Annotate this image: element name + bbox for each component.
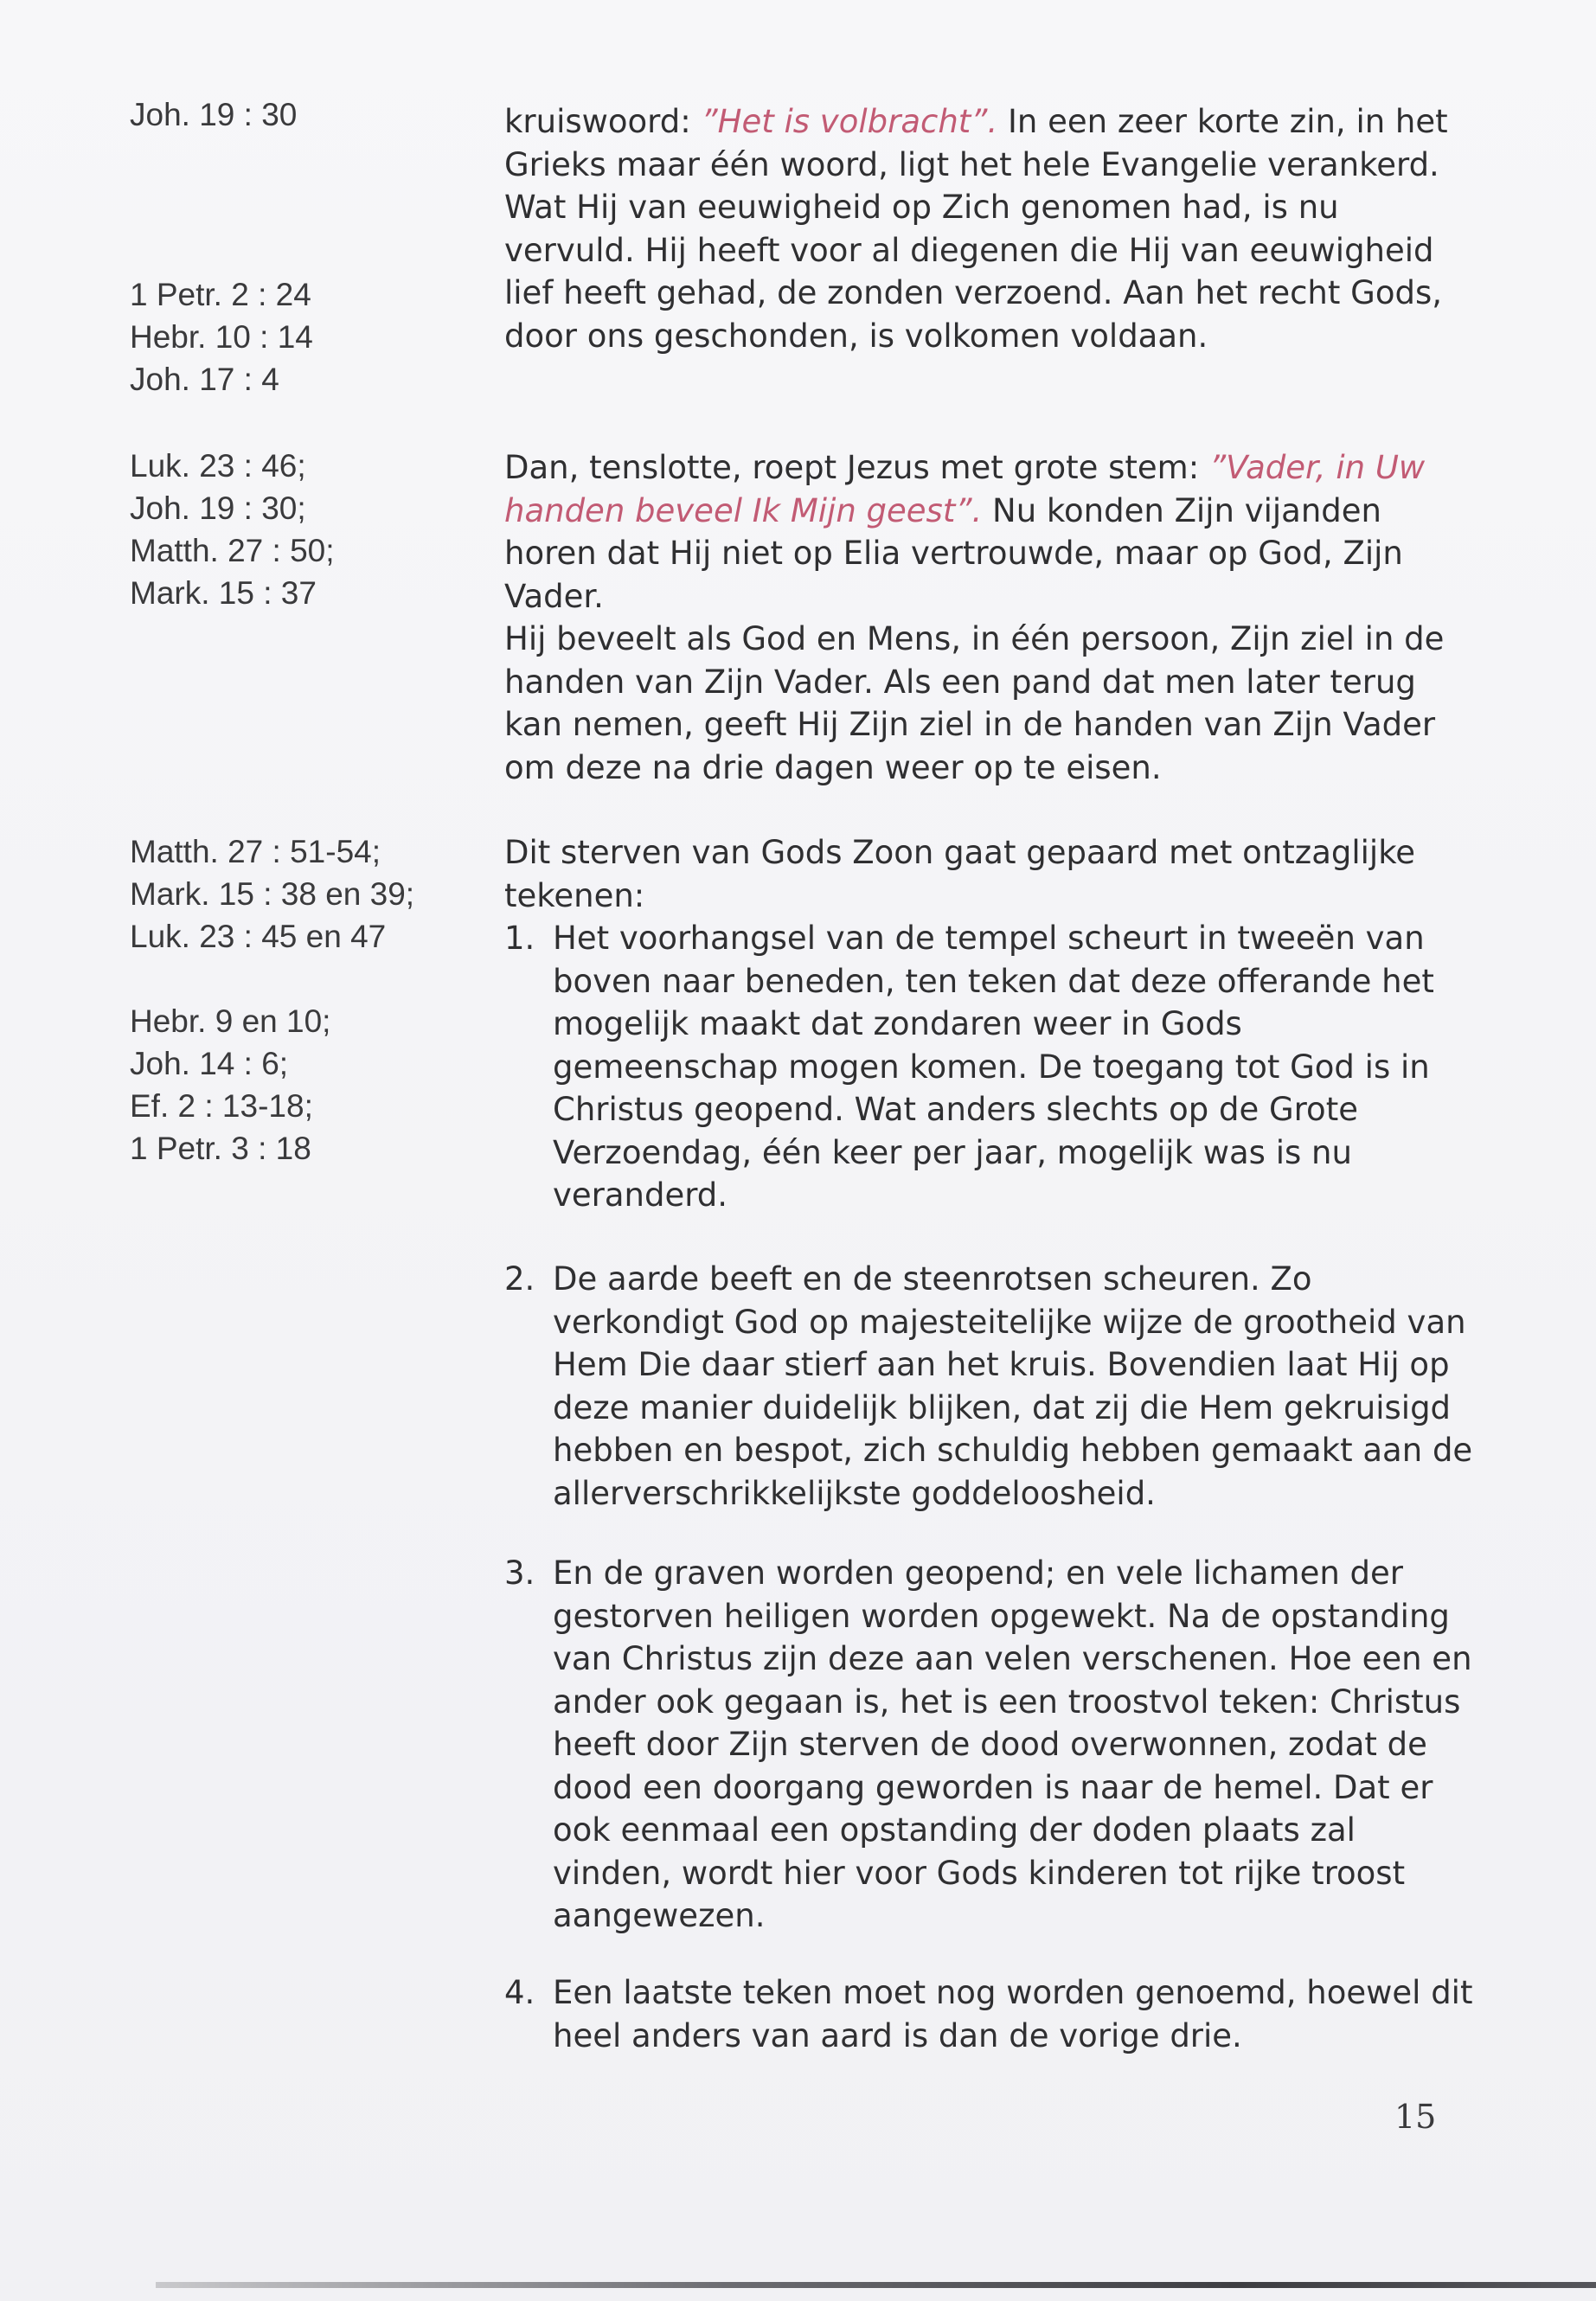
list-number: 4. xyxy=(504,1974,535,2011)
margin-references-1 xyxy=(130,93,476,136)
scripture-reference: 1 Petr. 2 : 24 xyxy=(130,277,311,312)
list-item-3 xyxy=(504,1552,1473,1938)
margin-references-4 xyxy=(130,830,476,958)
paragraph-body: In een zeer korte zin, in het Grieks maar één woord, ligt het hele Evangelie verankerd. Wat Hij van eeuwigheid op Zich genomen had, is nu vervuld. Hij heeft voor al diegenen die Hij van eeuwigheid lief heeft gehad, de zonden verzoend. Aan het recht Gods, door ons geschonden, is volkomen voldaan. xyxy=(504,103,1448,355)
quote-vader-in-uw-handen: ”Vader, in Uw handen beveel Ik Mijn geest”. xyxy=(504,449,1426,529)
scripture-reference: Joh. 14 : 6; xyxy=(130,1046,289,1081)
quote-het-is-volbracht: ”Het is volbracht”. xyxy=(701,103,998,140)
scripture-reference: Joh. 17 : 4 xyxy=(130,362,279,397)
paragraph-body: Nu konden Zijn vijanden horen dat Hij niet op Elia vertrouwde, maar op God, Zijn Vader. xyxy=(504,491,1403,615)
scripture-reference: Hebr. 10 : 14 xyxy=(130,319,313,355)
paragraph-het-is-volbracht xyxy=(504,100,1473,357)
margin-references-3 xyxy=(130,445,476,614)
list-number: 3. xyxy=(504,1554,535,1592)
scripture-reference: Luk. 23 : 45 en 47 xyxy=(130,919,387,954)
paragraph-intro: Dan, tenslotte, roept Jezus met grote stem: xyxy=(504,449,1209,486)
scripture-reference: Ef. 2 : 13-18; xyxy=(130,1088,313,1124)
scripture-reference: Luk. 23 : 46; xyxy=(130,448,306,484)
list-number: 2. xyxy=(504,1260,535,1298)
list-item-text: Een laatste teken moet nog worden genoemd, hoewel dit heel anders van aard is dan de vorige drie. xyxy=(553,1974,1473,2054)
list-item-text: Het voorhangsel van de tempel scheurt in tweeën van boven naar beneden, ten teken dat deze offerande het mogelijk maakt dat zondaren weer in Gods gemeenschap mogen komen. De toegang tot God is in Christus geopend. Wat anders slechts op de Grote Verzoendag, één keer per jaar, mogelijk was is nu veranderd. xyxy=(553,920,1434,1214)
scripture-reference: Mark. 15 : 37 xyxy=(130,575,317,611)
list-item-text: En de graven worden geopend; en vele lichamen der gestorven heiligen worden opgewekt. Na de opstanding van Christus zijn deze aan velen verschenen. Hoe een en ander ook gegaan is, het is een troostvol teken: Christus heeft door Zijn sterven de dood overwonnen, zodat de dood een doorgang geworden is naar de hemel. Dat er ook eenmaal een opstanding der doden plaats zal vinden, wordt hier voor Gods kinderen tot rijke troost aangewezen. xyxy=(553,1554,1472,1934)
paragraph-ontzaglijke-tekenen xyxy=(504,831,1473,917)
paragraph-hij-beveelt: Hij beveelt als God en Mens, in één persoon, Zijn ziel in de handen van Zijn Vader. Als een pand dat men later terug kan nemen, geeft Hij Zijn ziel in de handen van Zijn Vader om deze na drie dagen weer op te eisen. xyxy=(504,620,1445,786)
scripture-reference: Matth. 27 : 51-54; xyxy=(130,834,381,869)
paragraph-body-group xyxy=(504,446,1473,618)
list-item-4 xyxy=(504,1971,1473,2057)
paragraph-vader-in-uw-handen xyxy=(504,446,1473,789)
scripture-reference: Hebr. 9 en 10; xyxy=(130,1003,331,1039)
paragraph-body: Dit sterven van Gods Zoon gaat gepaard met ontzaglijke tekenen: xyxy=(504,834,1416,914)
list-item-2 xyxy=(504,1258,1473,1515)
list-item-text: De aarde beeft en de steenrotsen scheuren. Zo verkondigt God op majesteitelijke wijze de grootheid van Hem Die daar stierf aan het kruis. Bovendien laat Hij op deze manier duidelijk blijken, dat zij die Hem gekruisigd hebben en bespot, zich schuldig hebben gemaakt aan de allerverschrikkelijkste goddeloosheid. xyxy=(553,1260,1473,1512)
paragraph-intro: kruiswoord: xyxy=(504,103,702,140)
margin-references-2 xyxy=(130,273,476,401)
page-number: 15 xyxy=(1394,2098,1437,2136)
scripture-reference: Matth. 27 : 50; xyxy=(130,533,335,568)
scripture-reference: Mark. 15 : 38 en 39; xyxy=(130,876,415,912)
scripture-reference: Joh. 19 : 30 xyxy=(130,97,298,132)
scripture-reference: 1 Petr. 3 : 18 xyxy=(130,1131,311,1166)
list-item-1 xyxy=(504,917,1473,1217)
scripture-reference: Joh. 19 : 30; xyxy=(130,490,306,526)
list-number: 1. xyxy=(504,920,535,957)
page-bottom-edge xyxy=(156,2282,1596,2288)
margin-references-5 xyxy=(130,1000,476,1170)
